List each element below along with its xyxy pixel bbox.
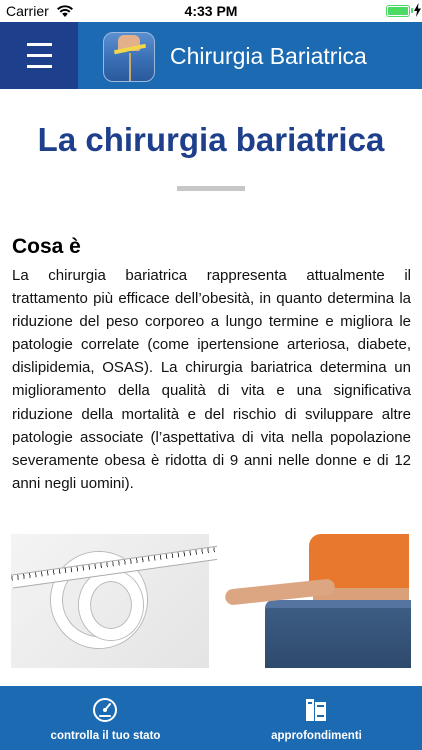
gauge-icon — [92, 697, 118, 723]
battery-tip — [411, 8, 413, 13]
charging-bolt-icon — [414, 3, 421, 17]
hamburger-menu-icon — [27, 43, 52, 46]
books-icon — [303, 697, 329, 723]
app-title: Chirurgia Bariatrica — [170, 43, 367, 69]
app-header — [0, 22, 422, 89]
title-divider — [177, 186, 245, 191]
tab-bar — [0, 686, 422, 750]
content-scroll-area[interactable] — [0, 89, 422, 686]
page-title: La chirurgia bariatrica — [37, 121, 385, 158]
app-logo-jeans-icon — [103, 32, 155, 82]
battery-icon — [386, 5, 410, 17]
loose-jeans-image — [217, 534, 411, 668]
status-time: 4:33 PM — [184, 3, 238, 19]
section-heading: Cosa è — [12, 235, 81, 258]
section-body: La chirurgia bariatrica rappresenta attualmente il trattamento più efficace dell’obesità, in quanto determina la riduzione del peso corporeo a lungo termine e migliora le patologie correlate (come ipertensione arteriosa, diabete, dislipidemia, OSAS). La chirurgia bariatrica determina un miglioramento della qualità di vita e una significativa riduzione della mortalità e del rischio di sviluppare altre patologie associate (l’aspettativa di vita nella popolazione severamente obesa è ridotta di 9 anni nelle donne e di 12 anni negli uomini). — [12, 267, 411, 492]
tab-label: controlla il tuo stato — [50, 730, 161, 742]
tab-approfondimenti[interactable] — [211, 686, 422, 750]
battery-level-fill — [388, 7, 408, 15]
tab-label: approfondimenti — [271, 730, 362, 742]
status-bar — [0, 0, 422, 22]
hamburger-menu-icon-line — [27, 65, 52, 68]
carrier-label: Carrier — [6, 3, 49, 19]
hamburger-menu-icon-line — [27, 54, 52, 57]
tab-controlla-stato[interactable] — [0, 686, 211, 750]
menu-button[interactable] — [0, 22, 78, 89]
measuring-tape-image — [11, 534, 209, 668]
